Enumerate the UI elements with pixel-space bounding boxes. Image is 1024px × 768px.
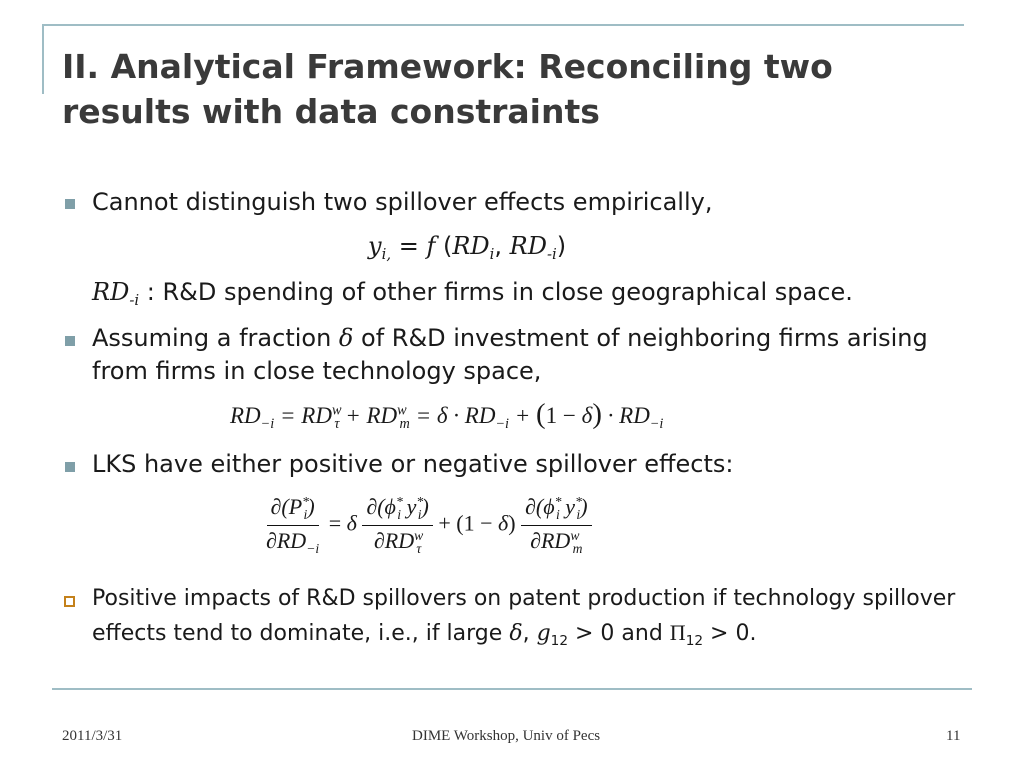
title-top-rule <box>42 24 964 26</box>
rd-def-symbol: RD <box>92 278 130 306</box>
footer-date: 2011/3/31 <box>62 728 123 744</box>
eq1-open: ( <box>435 232 453 260</box>
rd-def-text: : R&D spending of other firms in close geographical space. <box>139 278 853 306</box>
bullet-1-text: Cannot distinguish two spillover effects empirically, <box>92 188 713 216</box>
bullet-4-delta: δ <box>509 621 523 646</box>
slide-title-line-2: results with data constraints <box>62 92 600 131</box>
square-bullet-icon <box>65 462 75 472</box>
bullet-4-text <box>92 582 972 658</box>
footer-page-number: 11 <box>946 728 961 744</box>
eq1-y-sub: i, <box>381 245 392 264</box>
bullet-4-pi-sub: 12 <box>685 632 704 649</box>
eq1-f: f <box>426 232 436 260</box>
bullet-4-part-d: > 0. <box>703 621 757 646</box>
bullet-2-part-a: Assuming a fraction <box>92 324 339 352</box>
production-function-equation <box>368 230 566 271</box>
footer-rule <box>52 688 972 690</box>
slide-title-line-1: II. Analytical Framework: Reconciling two <box>62 47 833 86</box>
bullet-2-delta: δ <box>338 324 354 352</box>
bullet-4-g: g <box>536 621 551 646</box>
square-bullet-icon <box>65 199 75 209</box>
eq1-comma: , <box>494 232 510 260</box>
bullet-4-part-c: > 0 and <box>568 621 670 646</box>
rd-def-sub: -i <box>129 291 140 310</box>
bullet-2-text <box>92 322 972 388</box>
bullet-4-part-a: Positive impacts of R&D spillovers on patent production if technology spillover effects tend to dominate, i.e., if large <box>92 586 956 646</box>
eq1-rd1-sub: i <box>489 245 495 264</box>
title-left-rule <box>42 24 44 94</box>
rd-definition-line <box>92 276 853 317</box>
eq1-rd2: RD <box>509 232 547 260</box>
bullet-3-text: LKS have either positive or negative spillover effects: <box>92 450 734 478</box>
eq1-rd1: RD <box>452 232 490 260</box>
spillover-decomposition-equation: $RD_{-i} = RD^w_\tau + RD^w_m = \delta \cdot RD_{-i} + (1 - \delta) \cdot RD_{-i}$ <box>230 398 664 432</box>
hollow-square-bullet-icon <box>64 596 75 607</box>
square-bullet-icon <box>65 336 75 346</box>
spillover-derivative-equation: $\frac{\partial(P^*_i)}{\partial RD_{-i}}$ = δ $\frac{\partial(\phi^*_i y^*_i)}{\partial RD^w_\tau}$ + (1 − δ) $\frac{\partial(\phi^*_i y^*_i)}{\partial RD^w_m}$ <box>262 494 592 557</box>
eq1-rd2-sub: -i <box>546 245 557 264</box>
eq1-close: ) <box>556 232 567 260</box>
footer-event: DIME Workshop, Univ of Pecs <box>412 728 601 744</box>
bullet-4-pi: Π <box>669 620 686 645</box>
bullet-4-g-sub: 12 <box>550 632 568 649</box>
eq1-y: y <box>368 232 382 260</box>
bullet-4-part-b: , <box>522 621 537 646</box>
bullet-2-part-b: of R&D investment of neighboring firms arising from firms in close technology space, <box>92 324 928 385</box>
eq1-equals: = <box>391 232 427 260</box>
slide-title <box>62 44 962 134</box>
